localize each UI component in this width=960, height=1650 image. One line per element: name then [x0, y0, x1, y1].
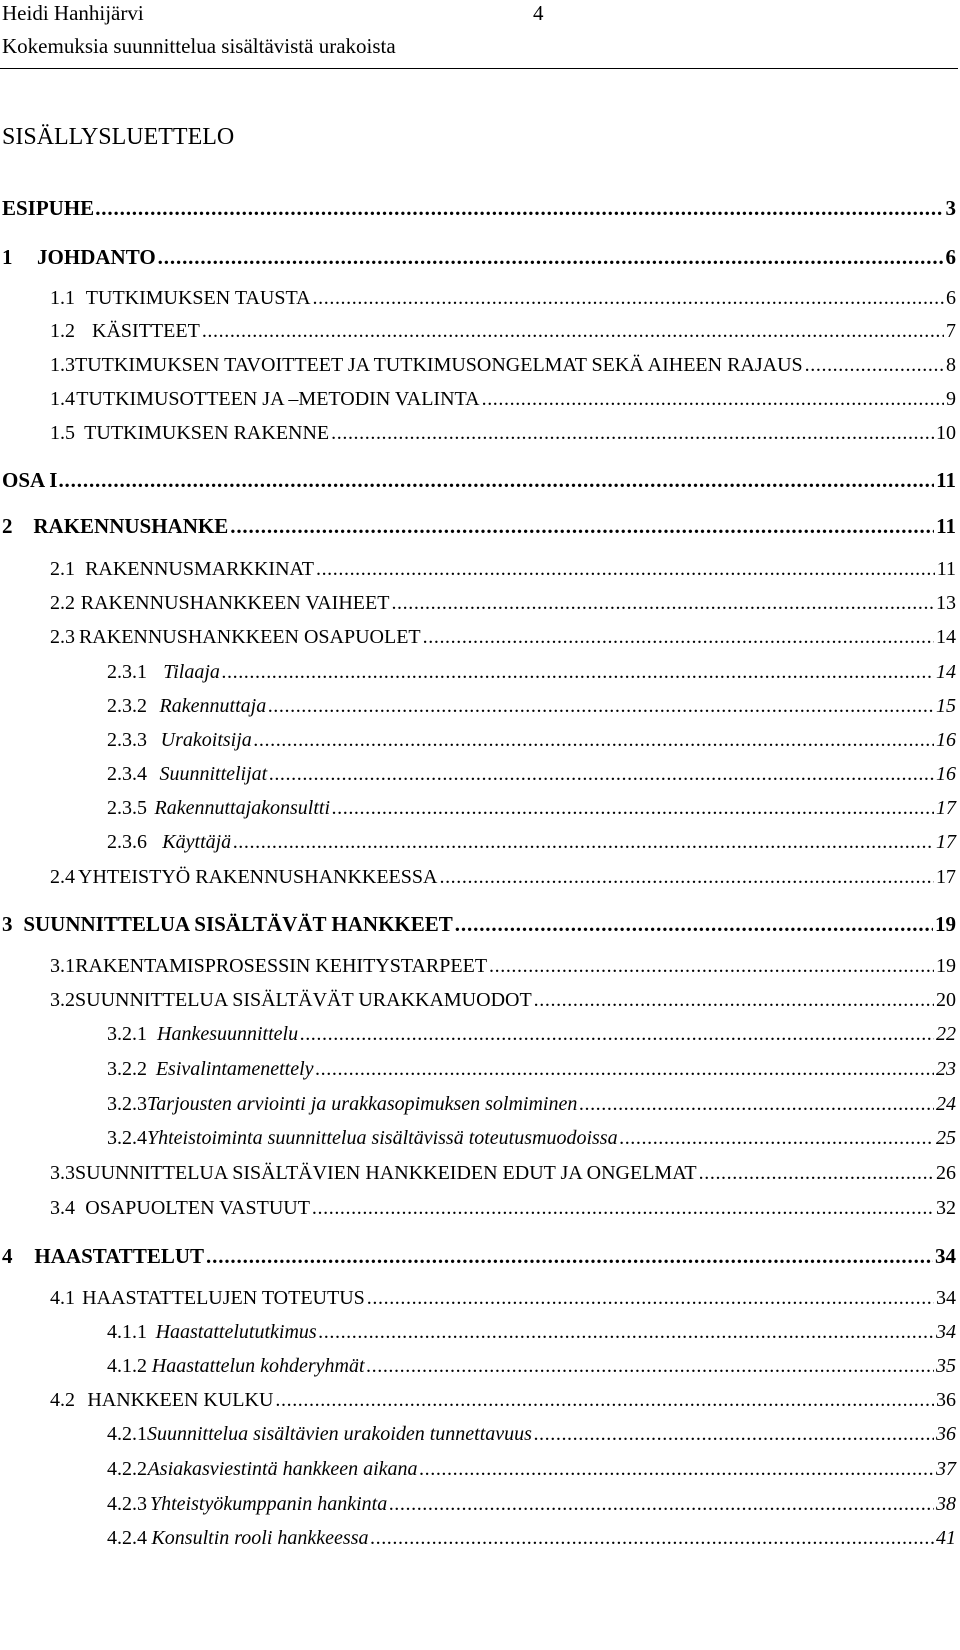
- toc-entry-page: 8: [946, 354, 956, 376]
- toc-entry-number: 2.3: [50, 626, 75, 648]
- toc-entry-page: 11: [936, 558, 956, 580]
- toc-entry-title: HAASTATTELUT: [34, 1244, 205, 1268]
- toc-entry[interactable]: [0, 797, 956, 827]
- toc-leader-dots: [230, 514, 934, 539]
- toc-entry-title: TUTKIMUSOTTEEN JA –METODIN VALINTA: [76, 388, 480, 410]
- page-header: [0, 0, 960, 70]
- toc-entry-title: JOHDANTO: [37, 245, 156, 269]
- toc-entry-title: TUTKIMUKSEN RAKENNE: [84, 422, 330, 444]
- toc-entry-page: 36: [936, 1423, 956, 1445]
- toc-entry-page: 3: [945, 196, 956, 220]
- toc-leader-dots: [534, 1423, 934, 1446]
- toc-entry[interactable]: [0, 468, 956, 498]
- toc-entry-title: RAKENNUSHANKE: [33, 514, 229, 538]
- toc-entry[interactable]: [0, 729, 956, 759]
- toc-entry-page: 19: [936, 955, 956, 977]
- toc-entry[interactable]: [0, 245, 956, 275]
- header-author: Heidi Hanhijärvi: [2, 1, 144, 25]
- toc-entry-page: 6: [946, 287, 956, 309]
- toc-entry[interactable]: [0, 1423, 956, 1453]
- toc-entry-number: 2.2: [50, 592, 75, 614]
- toc-entry-number: 1.1: [50, 287, 75, 309]
- toc-leader-dots: [439, 866, 934, 889]
- toc-entry-number: 2: [2, 514, 13, 538]
- toc-entry-title: SUUNNITTELUA SISÄLTÄVÄT URAKKAMUODOT: [75, 989, 532, 1011]
- toc-entry[interactable]: [0, 1389, 956, 1419]
- toc-entry-page: 36: [936, 1389, 956, 1411]
- toc-entry[interactable]: [0, 661, 956, 691]
- toc-entry-title: Yhteistoiminta suunnittelua sisältävissä toteutusmuodoissa: [147, 1127, 618, 1149]
- toc-entry[interactable]: [0, 196, 956, 226]
- toc-entry-title: HAASTATTELUJEN TOTEUTUS: [82, 1287, 365, 1309]
- toc-leader-dots: [233, 831, 934, 854]
- toc-entry-title: Konsultin rooli hankkeessa: [151, 1527, 369, 1549]
- toc-entry[interactable]: [0, 912, 956, 942]
- toc-entry[interactable]: [0, 763, 956, 793]
- toc-entry[interactable]: [0, 695, 956, 725]
- toc-entry[interactable]: [0, 955, 956, 985]
- toc-entry-page: 34: [935, 1244, 956, 1268]
- toc-entry-number: 2.3.1: [107, 661, 147, 683]
- toc-entry[interactable]: [0, 320, 956, 350]
- toc-entry-number: 3.4: [50, 1197, 75, 1219]
- toc-entry[interactable]: [0, 1023, 956, 1053]
- toc-entry-number: 3: [2, 912, 13, 936]
- toc-entry-number: 1.5: [50, 422, 75, 444]
- toc-heading: SISÄLLYSLUETTELO: [2, 124, 235, 150]
- toc-leader-dots: [316, 558, 935, 581]
- toc-leader-dots: [313, 287, 944, 310]
- toc-entry-page: 6: [945, 245, 956, 269]
- toc-leader-dots: [222, 661, 934, 684]
- toc-entry-title: Asiakasviestintä hankkeen aikana: [147, 1458, 418, 1480]
- toc-entry[interactable]: [0, 1493, 956, 1523]
- toc-entry-title: Tarjousten arviointi ja urakkasopimuksen solmiminen: [147, 1093, 578, 1115]
- toc-leader-dots: [805, 354, 944, 377]
- toc-entry-title: RAKENNUSHANKKEEN OSAPUOLET: [78, 626, 421, 648]
- toc-entry-title: OSA I: [2, 468, 58, 492]
- toc-entry[interactable]: [0, 592, 956, 622]
- toc-entry-page: 17: [936, 866, 956, 888]
- toc-entry-number: 4.1.1: [107, 1321, 147, 1343]
- toc-entry-title: Rakennuttajakonsultti: [154, 797, 331, 819]
- toc-entry-title: HANKKEEN KULKU: [87, 1389, 274, 1411]
- toc-entry-title: TUTKIMUKSEN TAVOITTEET JA TUTKIMUSONGELMAT SEKÄ AIHEEN RAJAUS: [75, 354, 803, 376]
- toc-leader-dots: [367, 1355, 934, 1378]
- toc-entry-page: 14: [936, 661, 956, 683]
- toc-entry-title: Urakoitsija: [160, 729, 252, 751]
- toc-leader-dots: [300, 1023, 934, 1046]
- toc-entry-number: 3.3: [50, 1162, 75, 1184]
- toc-leader-dots: [389, 1493, 934, 1516]
- toc-entry[interactable]: [0, 422, 956, 452]
- toc-entry-number: 3.2.2: [107, 1058, 147, 1080]
- toc-entry-title: Haastattelun kohderyhmät: [151, 1355, 365, 1377]
- toc-leader-dots: [316, 1058, 934, 1081]
- toc-entry-title: Haastattelututkimus: [155, 1321, 317, 1343]
- toc-entry[interactable]: [0, 514, 956, 544]
- toc-entry[interactable]: [0, 831, 956, 861]
- toc-leader-dots: [275, 1389, 934, 1412]
- toc-entry-page: 38: [936, 1493, 956, 1515]
- toc-entry-title: RAKENNUSHANKKEEN VAIHEET: [80, 592, 390, 614]
- header-rule: [0, 68, 958, 69]
- toc-entry-page: 23: [936, 1058, 956, 1080]
- toc-entry[interactable]: [0, 1127, 956, 1157]
- toc-entry[interactable]: [0, 1197, 956, 1227]
- toc-entry[interactable]: [0, 1458, 956, 1488]
- toc-entry-number: 4.1: [50, 1287, 75, 1309]
- toc-entry-page: 16: [936, 763, 956, 785]
- toc-entry-page: 11: [936, 468, 956, 492]
- toc-entry-page: 19: [935, 912, 956, 936]
- toc-entry[interactable]: [0, 354, 956, 384]
- toc-entry-page: 16: [936, 729, 956, 751]
- toc-entry[interactable]: [0, 287, 956, 317]
- toc-entry-page: 11: [936, 514, 956, 538]
- toc-entry-title: Suunnittelijat: [159, 763, 268, 785]
- toc-entry-page: 20: [936, 989, 956, 1011]
- toc-entry-page: 32: [936, 1197, 956, 1219]
- toc-entry-title: Käyttäjä: [162, 831, 232, 853]
- toc-entry[interactable]: [0, 1093, 956, 1123]
- toc-entry-page: 17: [936, 831, 956, 853]
- toc-entry-page: 10: [936, 422, 956, 444]
- toc-entry-number: 4.2.2: [107, 1458, 147, 1480]
- toc-entry-number: 3.2.4: [107, 1127, 147, 1149]
- toc-entry-number: 4.2.1: [107, 1423, 147, 1445]
- header-page-number: 4: [533, 1, 544, 25]
- toc-entry[interactable]: [0, 388, 956, 418]
- toc-entry-number: 4.1.2: [107, 1355, 147, 1377]
- toc-leader-dots: [489, 955, 934, 978]
- toc-entry-title: Hankesuunnittelu: [157, 1023, 299, 1045]
- toc-leader-dots: [202, 320, 944, 343]
- toc-entry-number: 4: [2, 1244, 13, 1268]
- toc-leader-dots: [58, 468, 934, 493]
- toc-entry[interactable]: [0, 558, 956, 588]
- toc-entry-title: OSAPUOLTEN VASTUUT: [85, 1197, 310, 1219]
- toc-entry[interactable]: [0, 1287, 956, 1317]
- toc-entry-page: 25: [936, 1127, 956, 1149]
- toc-entry-title: RAKENTAMISPROSESSIN KEHITYSTARPEET: [75, 955, 488, 977]
- toc-leader-dots: [534, 989, 934, 1012]
- toc-entry-title: SUUNNITTELUA SISÄLTÄVIEN HANKKEIDEN EDUT JA ONGELMAT: [75, 1162, 697, 1184]
- toc-leader-dots: [268, 695, 934, 718]
- toc-entry-number: 1: [2, 245, 13, 269]
- toc-leader-dots: [482, 388, 944, 411]
- toc-entry-number: 1.4: [50, 388, 75, 410]
- toc-leader-dots: [206, 1244, 933, 1269]
- toc-leader-dots: [420, 1458, 934, 1481]
- toc-entry-title: ESIPUHE: [2, 196, 95, 220]
- toc-entry-number: 1.3: [50, 354, 75, 376]
- toc-entry-number: 2.3.6: [107, 831, 147, 853]
- toc-entry-page: 17: [936, 797, 956, 819]
- toc-entry-number: 2.3.2: [107, 695, 147, 717]
- toc-entry-number: 1.2: [50, 320, 75, 342]
- toc-entry-title: Rakennuttaja: [159, 695, 267, 717]
- toc-entry-title: Yhteistyökumppanin hankinta: [150, 1493, 388, 1515]
- toc-entry-title: Suunnittelua sisältävien urakoiden tunnettavuus: [147, 1423, 532, 1445]
- toc-entry-page: 13: [936, 592, 956, 614]
- toc-entry-number: 3.2.1: [107, 1023, 147, 1045]
- toc-leader-dots: [269, 763, 934, 786]
- toc-entry[interactable]: [0, 1527, 956, 1557]
- toc-entry-page: 24: [936, 1093, 956, 1115]
- toc-entry-title: KÄSITTEET: [92, 320, 200, 342]
- toc-entry[interactable]: [0, 1058, 956, 1088]
- toc-entry-number: 3.2.3: [107, 1093, 147, 1115]
- toc-entry-page: 34: [936, 1287, 956, 1309]
- toc-leader-dots: [423, 626, 934, 649]
- toc-entry-page: 41: [936, 1527, 956, 1549]
- toc-entry-number: 4.2.3: [107, 1493, 147, 1515]
- toc-entry[interactable]: [0, 989, 956, 1019]
- toc-entry-page: 26: [936, 1162, 956, 1184]
- toc-entry-page: 14: [936, 626, 956, 648]
- toc-entry-number: 2.1: [50, 558, 75, 580]
- toc-entry-page: 35: [936, 1355, 956, 1377]
- toc-leader-dots: [455, 912, 933, 937]
- toc-entry-title: RAKENNUSMARKKINAT: [85, 558, 314, 580]
- toc-entry[interactable]: [0, 866, 956, 896]
- toc-leader-dots: [158, 245, 944, 270]
- toc-entry-number: 3.1: [50, 955, 75, 977]
- toc-entry-page: 22: [936, 1023, 956, 1045]
- toc-entry-number: 2.3.4: [107, 763, 147, 785]
- toc-entry-number: 2.3.5: [107, 797, 147, 819]
- toc-entry-page: 7: [946, 320, 956, 342]
- toc-leader-dots: [312, 1197, 934, 1220]
- toc-leader-dots: [95, 196, 943, 221]
- toc-entry-number: 2.3.3: [107, 729, 147, 751]
- header-document-title: Kokemuksia suunnittelua sisältävistä urakoista: [2, 34, 396, 58]
- toc-entry-page: 34: [936, 1321, 956, 1343]
- toc-leader-dots: [331, 422, 934, 445]
- toc-entry[interactable]: [0, 1355, 956, 1385]
- toc-entry[interactable]: [0, 626, 956, 656]
- toc-entry-title: Esivalintamenettely: [155, 1058, 314, 1080]
- toc-entry-title: SUUNNITTELUA SISÄLTÄVÄT HANKKEET: [23, 912, 453, 936]
- toc-leader-dots: [699, 1162, 934, 1185]
- toc-entry-number: 2.4: [50, 866, 75, 888]
- toc-leader-dots: [391, 592, 934, 615]
- toc-leader-dots: [371, 1527, 935, 1550]
- toc-entry-title: YHTEISTYÖ RAKENNUSHANKKEESSA: [78, 866, 438, 888]
- toc-entry-title: Tilaaja: [163, 661, 220, 683]
- toc-leader-dots: [367, 1287, 934, 1310]
- toc-entry-title: TUTKIMUKSEN TAUSTA: [85, 287, 311, 309]
- toc-entry-page: 37: [936, 1458, 956, 1480]
- toc-entry-page: 15: [936, 695, 956, 717]
- toc-entry-number: 3.2: [50, 989, 75, 1011]
- toc-leader-dots: [620, 1127, 934, 1150]
- toc-entry-page: 9: [946, 388, 956, 410]
- toc-leader-dots: [254, 729, 934, 752]
- toc-entry-number: 4.2: [50, 1389, 75, 1411]
- toc-entry[interactable]: [0, 1321, 956, 1351]
- toc-leader-dots: [319, 1321, 934, 1344]
- toc-entry[interactable]: [0, 1244, 956, 1274]
- toc-entry[interactable]: [0, 1162, 956, 1192]
- toc-leader-dots: [579, 1093, 934, 1116]
- toc-leader-dots: [332, 797, 934, 820]
- toc-entry-number: 4.2.4: [107, 1527, 147, 1549]
